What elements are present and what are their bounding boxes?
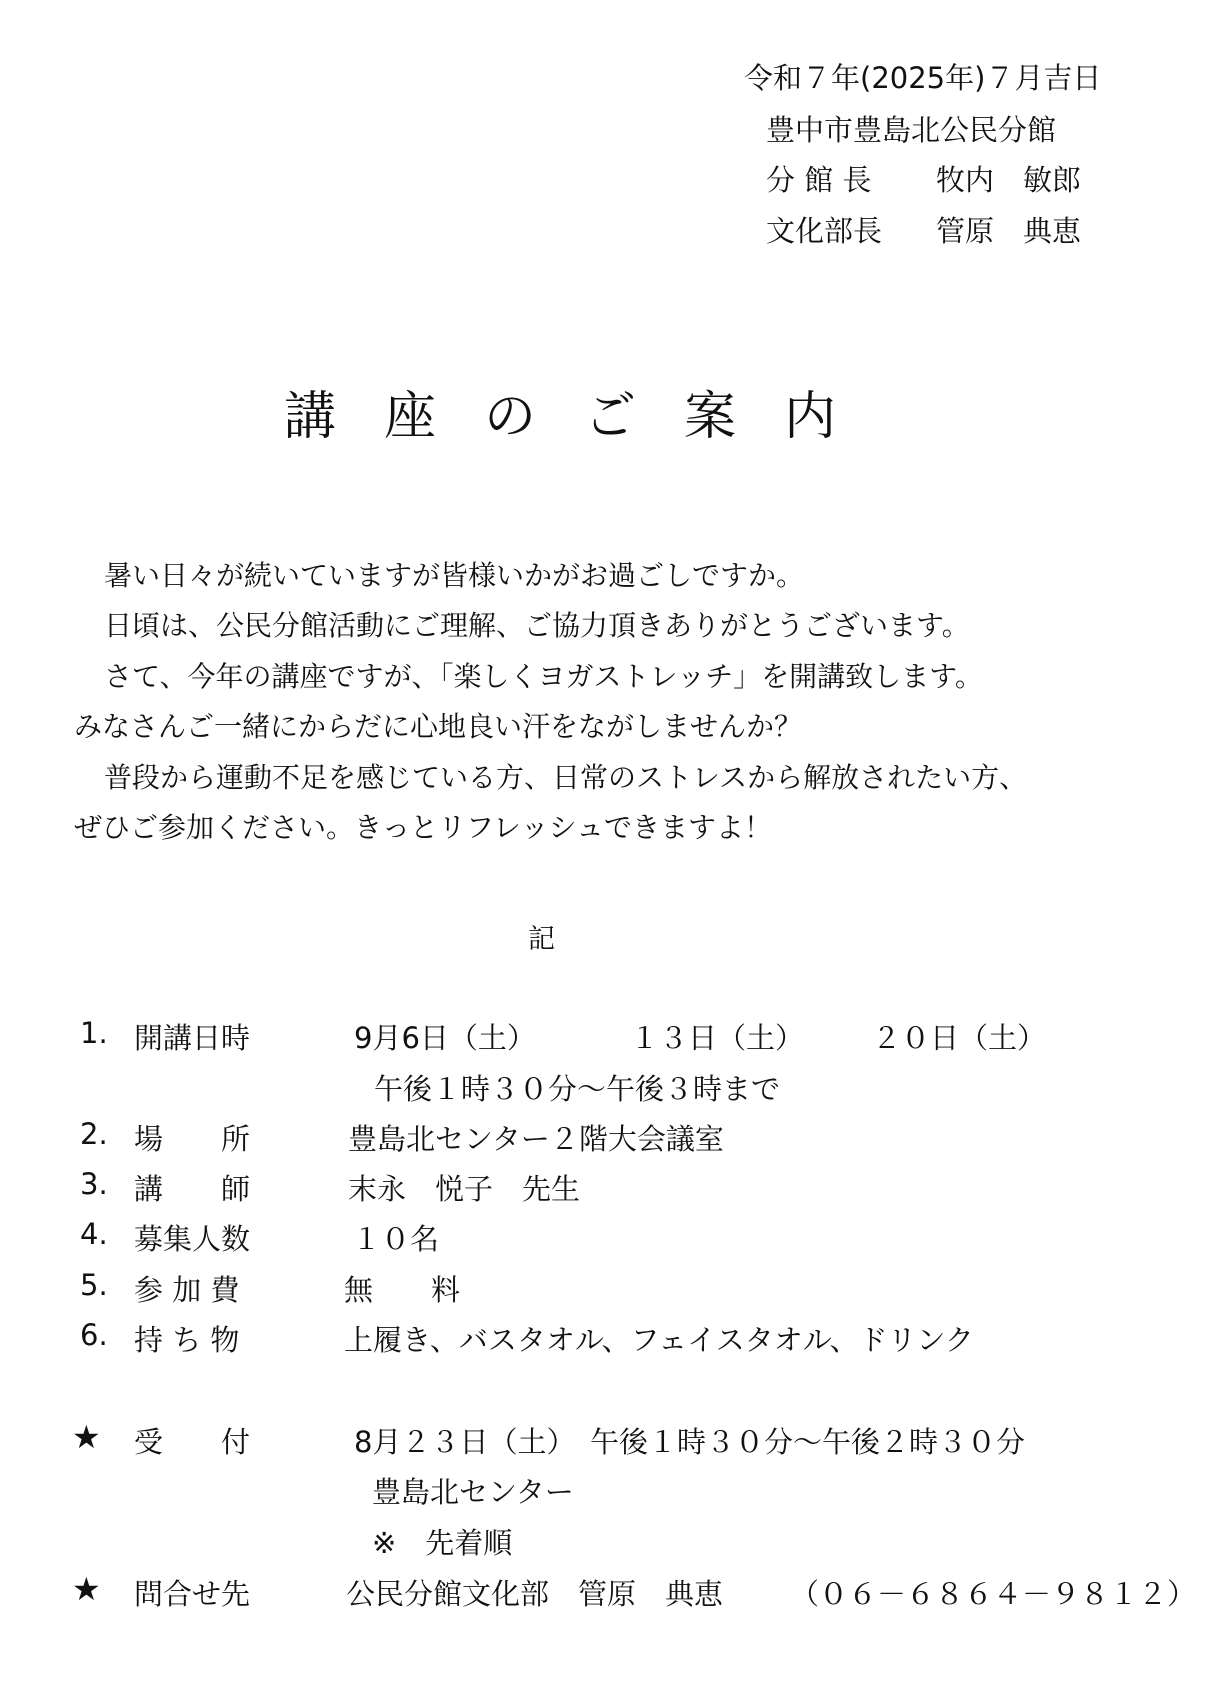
item-label: 場 所 <box>134 1122 251 1156</box>
star-icon: ★ <box>72 1418 101 1456</box>
reception-place: 豊島北センター <box>372 1475 574 1509</box>
star-icon: ★ <box>72 1570 101 1608</box>
signer-row-culture-head <box>766 214 1082 248</box>
body-paragraph: さて、今年の講座ですが、「楽しくヨガストレッチ」を開講致します。 <box>104 660 983 693</box>
body-paragraph: みなさんご一緒にからだに心地良い汗をながしませんか？ <box>74 710 803 743</box>
item-number: 1. <box>80 1016 108 1050</box>
signer-name: 管原 典恵 <box>936 214 1082 248</box>
item-value: 上履き、バスタオル、フェイスタオル、ドリンク <box>344 1323 974 1357</box>
item-label: 開講日時 <box>134 1021 251 1055</box>
reception-label: 受 付 <box>134 1425 251 1459</box>
item-number: 4. <box>80 1217 108 1251</box>
signer-role: 分 館 長 <box>766 163 872 197</box>
page-title: 講座のご案内 <box>284 387 885 447</box>
item-value-date-3: ２０日（土） <box>872 1021 1047 1055</box>
item-value: 末永 悦子 先生 <box>348 1172 581 1206</box>
item-value: １０名 <box>352 1222 440 1256</box>
signer-row-branch-head <box>766 163 1082 197</box>
contact-value: 公民分館文化部 管原 典恵 <box>346 1577 724 1611</box>
item-label: 持 ち 物 <box>134 1323 240 1357</box>
body-paragraph: ぜひご参加ください。きっとリフレッシュできますよ！ <box>74 811 773 844</box>
reception-note: ※ 先着順 <box>372 1526 513 1560</box>
item-value-date-2: １３日（土） <box>630 1021 805 1055</box>
item-number: 6. <box>80 1318 108 1352</box>
ki-heading: 記 <box>528 924 555 955</box>
organization-name: 豊中市豊島北公民分館 <box>766 113 1057 147</box>
signer-role: 文化部長 <box>766 214 883 248</box>
contact-label: 問合せ先 <box>134 1577 251 1611</box>
item-label: 講 師 <box>134 1172 251 1206</box>
body-paragraph: 暑い日々が続いていますが皆様いかがお過ごしですか。 <box>104 559 805 592</box>
item-value-time: 午後１時３０分～午後３時まで <box>374 1072 781 1106</box>
item-value: 豊島北センター２階大会議室 <box>348 1122 724 1156</box>
item-value: 無 料 <box>344 1273 461 1307</box>
item-number: 3. <box>80 1167 108 1201</box>
item-value-date-1: 9月6日（土） <box>354 1021 536 1055</box>
item-label: 参 加 費 <box>134 1273 240 1307</box>
signer-name: 牧内 敏郎 <box>936 163 1082 197</box>
item-number: 5. <box>80 1268 108 1302</box>
contact-phone: （０６－６８６４－９８１２） <box>790 1577 1197 1611</box>
item-label: 募集人数 <box>134 1222 251 1256</box>
body-paragraph: 普段から運動不足を感じている方、日常のストレスから解放されたい方、 <box>104 761 1028 794</box>
document-date: 令和７年(2025年)７月吉日 <box>744 61 1102 95</box>
reception-value: 8月２３日（土） 午後１時３０分～午後２時３０分 <box>354 1425 1025 1459</box>
item-number: 2. <box>80 1117 108 1151</box>
body-paragraph: 日頃は、公民分館活動にご理解、ご協力頂きありがとうございます。 <box>104 609 970 642</box>
